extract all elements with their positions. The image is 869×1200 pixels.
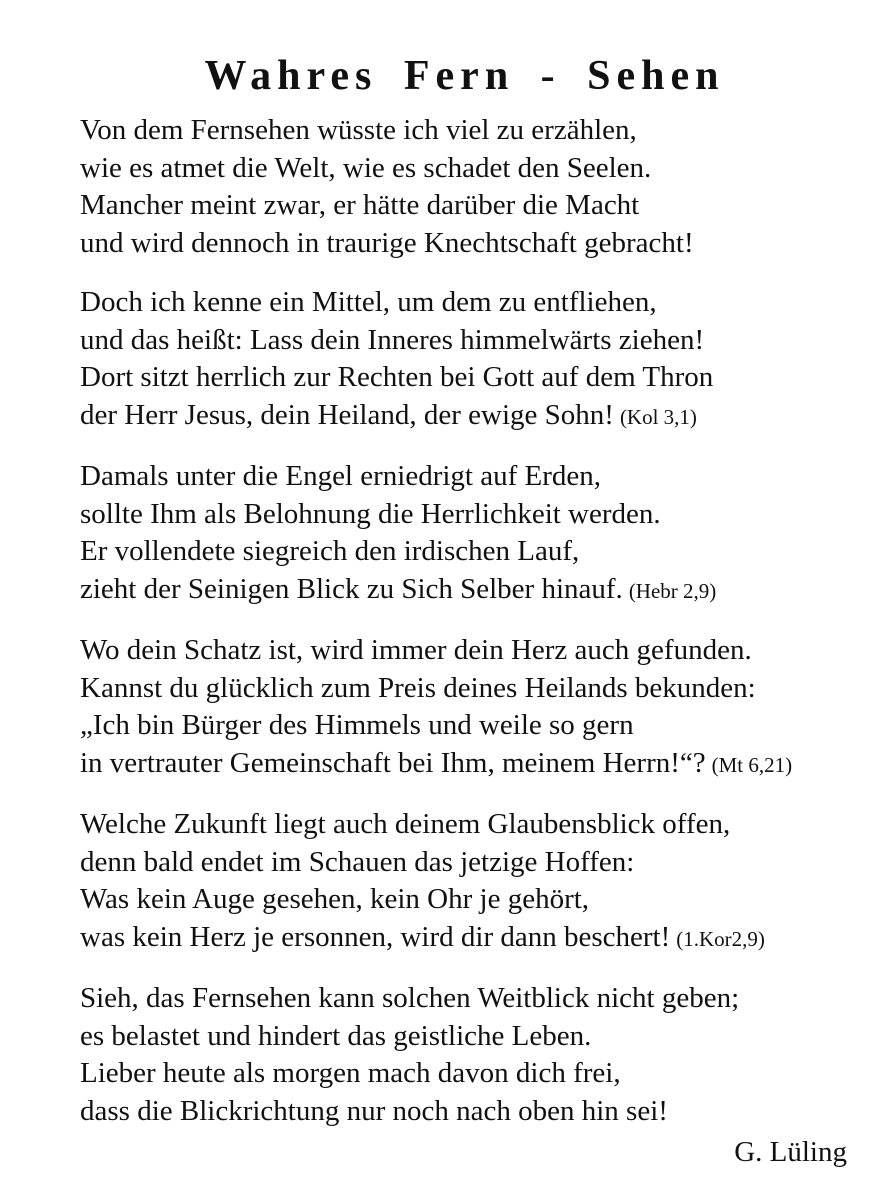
bible-reference: (1.Kor2,9): [676, 926, 765, 951]
stanza-1: [80, 112, 860, 262]
poem-line: dass die Blickrichtung nur noch nach oben hin sei!: [80, 1094, 668, 1127]
poem-body: [80, 112, 860, 1152]
poem-line: Er vollendete siegreich den irdischen Lauf,: [80, 535, 580, 567]
poem-title: Wahres Fern - Sehen: [204, 53, 725, 99]
poem-line-text: in vertrauter Gemeinschaft bei Ihm, meinem Herrn!“?: [80, 746, 706, 779]
poem-line: Wo dein Schatz ist, wird immer dein Herz auch gefunden.: [80, 634, 752, 666]
poem-line: Kannst du glücklich zum Preis deines Heilands bekunden:: [80, 671, 756, 704]
poem-line-text: was kein Herz je ersonnen, wird dir dann beschert!: [80, 920, 671, 953]
poem-line: sollte Ihm als Belohnung die Herrlichkeit werden.: [80, 497, 661, 530]
poem-line-with-reference: [80, 571, 860, 611]
poem-line: und wird dennoch in traurige Knechtschaft gebracht!: [80, 226, 694, 259]
bible-reference: (Mt 6,21): [711, 752, 793, 777]
poem-line: Damals unter die Engel erniedrigt auf Erden,: [80, 460, 601, 492]
poem-line-with-reference: [80, 745, 860, 785]
poem-line: Welche Zukunft liegt auch deinem Glaubensblick offen,: [80, 808, 731, 840]
author-signature: G. Lüling: [734, 1136, 847, 1168]
poem-line-text: zieht der Seinigen Blick zu Sich Selber hinauf.: [80, 572, 623, 605]
poem-line: Mancher meint zwar, er hätte darüber die Macht: [80, 189, 640, 221]
bible-reference: (Hebr 2,9): [628, 578, 717, 603]
poem-line: Sieh, das Fernsehen kann solchen Weitblick nicht geben;: [80, 982, 740, 1014]
poem-line-text: der Herr Jesus, dein Heiland, der ewige Sohn!: [80, 398, 614, 431]
stanza-4: [80, 632, 860, 784]
poem-line: Was kein Auge gesehen, kein Ohr je gehört,: [80, 883, 590, 915]
poem-line: und das heißt: Lass dein Inneres himmelwärts ziehen!: [80, 323, 705, 356]
poem-line: es belastet und hindert das geistliche Leben.: [80, 1019, 592, 1052]
poem-line: Von dem Fernsehen wüsste ich viel zu erzählen,: [80, 114, 637, 146]
poem-line: „Ich bin Bürger des Himmels und weile so gern: [80, 709, 634, 741]
poem-line: Lieber heute als morgen mach davon dich frei,: [80, 1057, 621, 1089]
poem-line: denn bald endet im Schauen das jetzige Hoffen:: [80, 845, 635, 878]
poem-line-with-reference: [80, 397, 860, 437]
poem-line-with-reference: [80, 919, 860, 959]
stanza-5: [80, 806, 860, 958]
stanza-6: [80, 980, 860, 1130]
stanza-2: [80, 284, 860, 436]
poem-line: wie es atmet die Welt, wie es schadet den Seelen.: [80, 151, 652, 184]
poem-line: Doch ich kenne ein Mittel, um dem zu entfliehen,: [80, 286, 657, 318]
poem-line: Dort sitzt herrlich zur Rechten bei Gott auf dem Thron: [80, 361, 714, 393]
stanza-3: [80, 458, 860, 610]
bible-reference: (Kol 3,1): [619, 404, 697, 429]
